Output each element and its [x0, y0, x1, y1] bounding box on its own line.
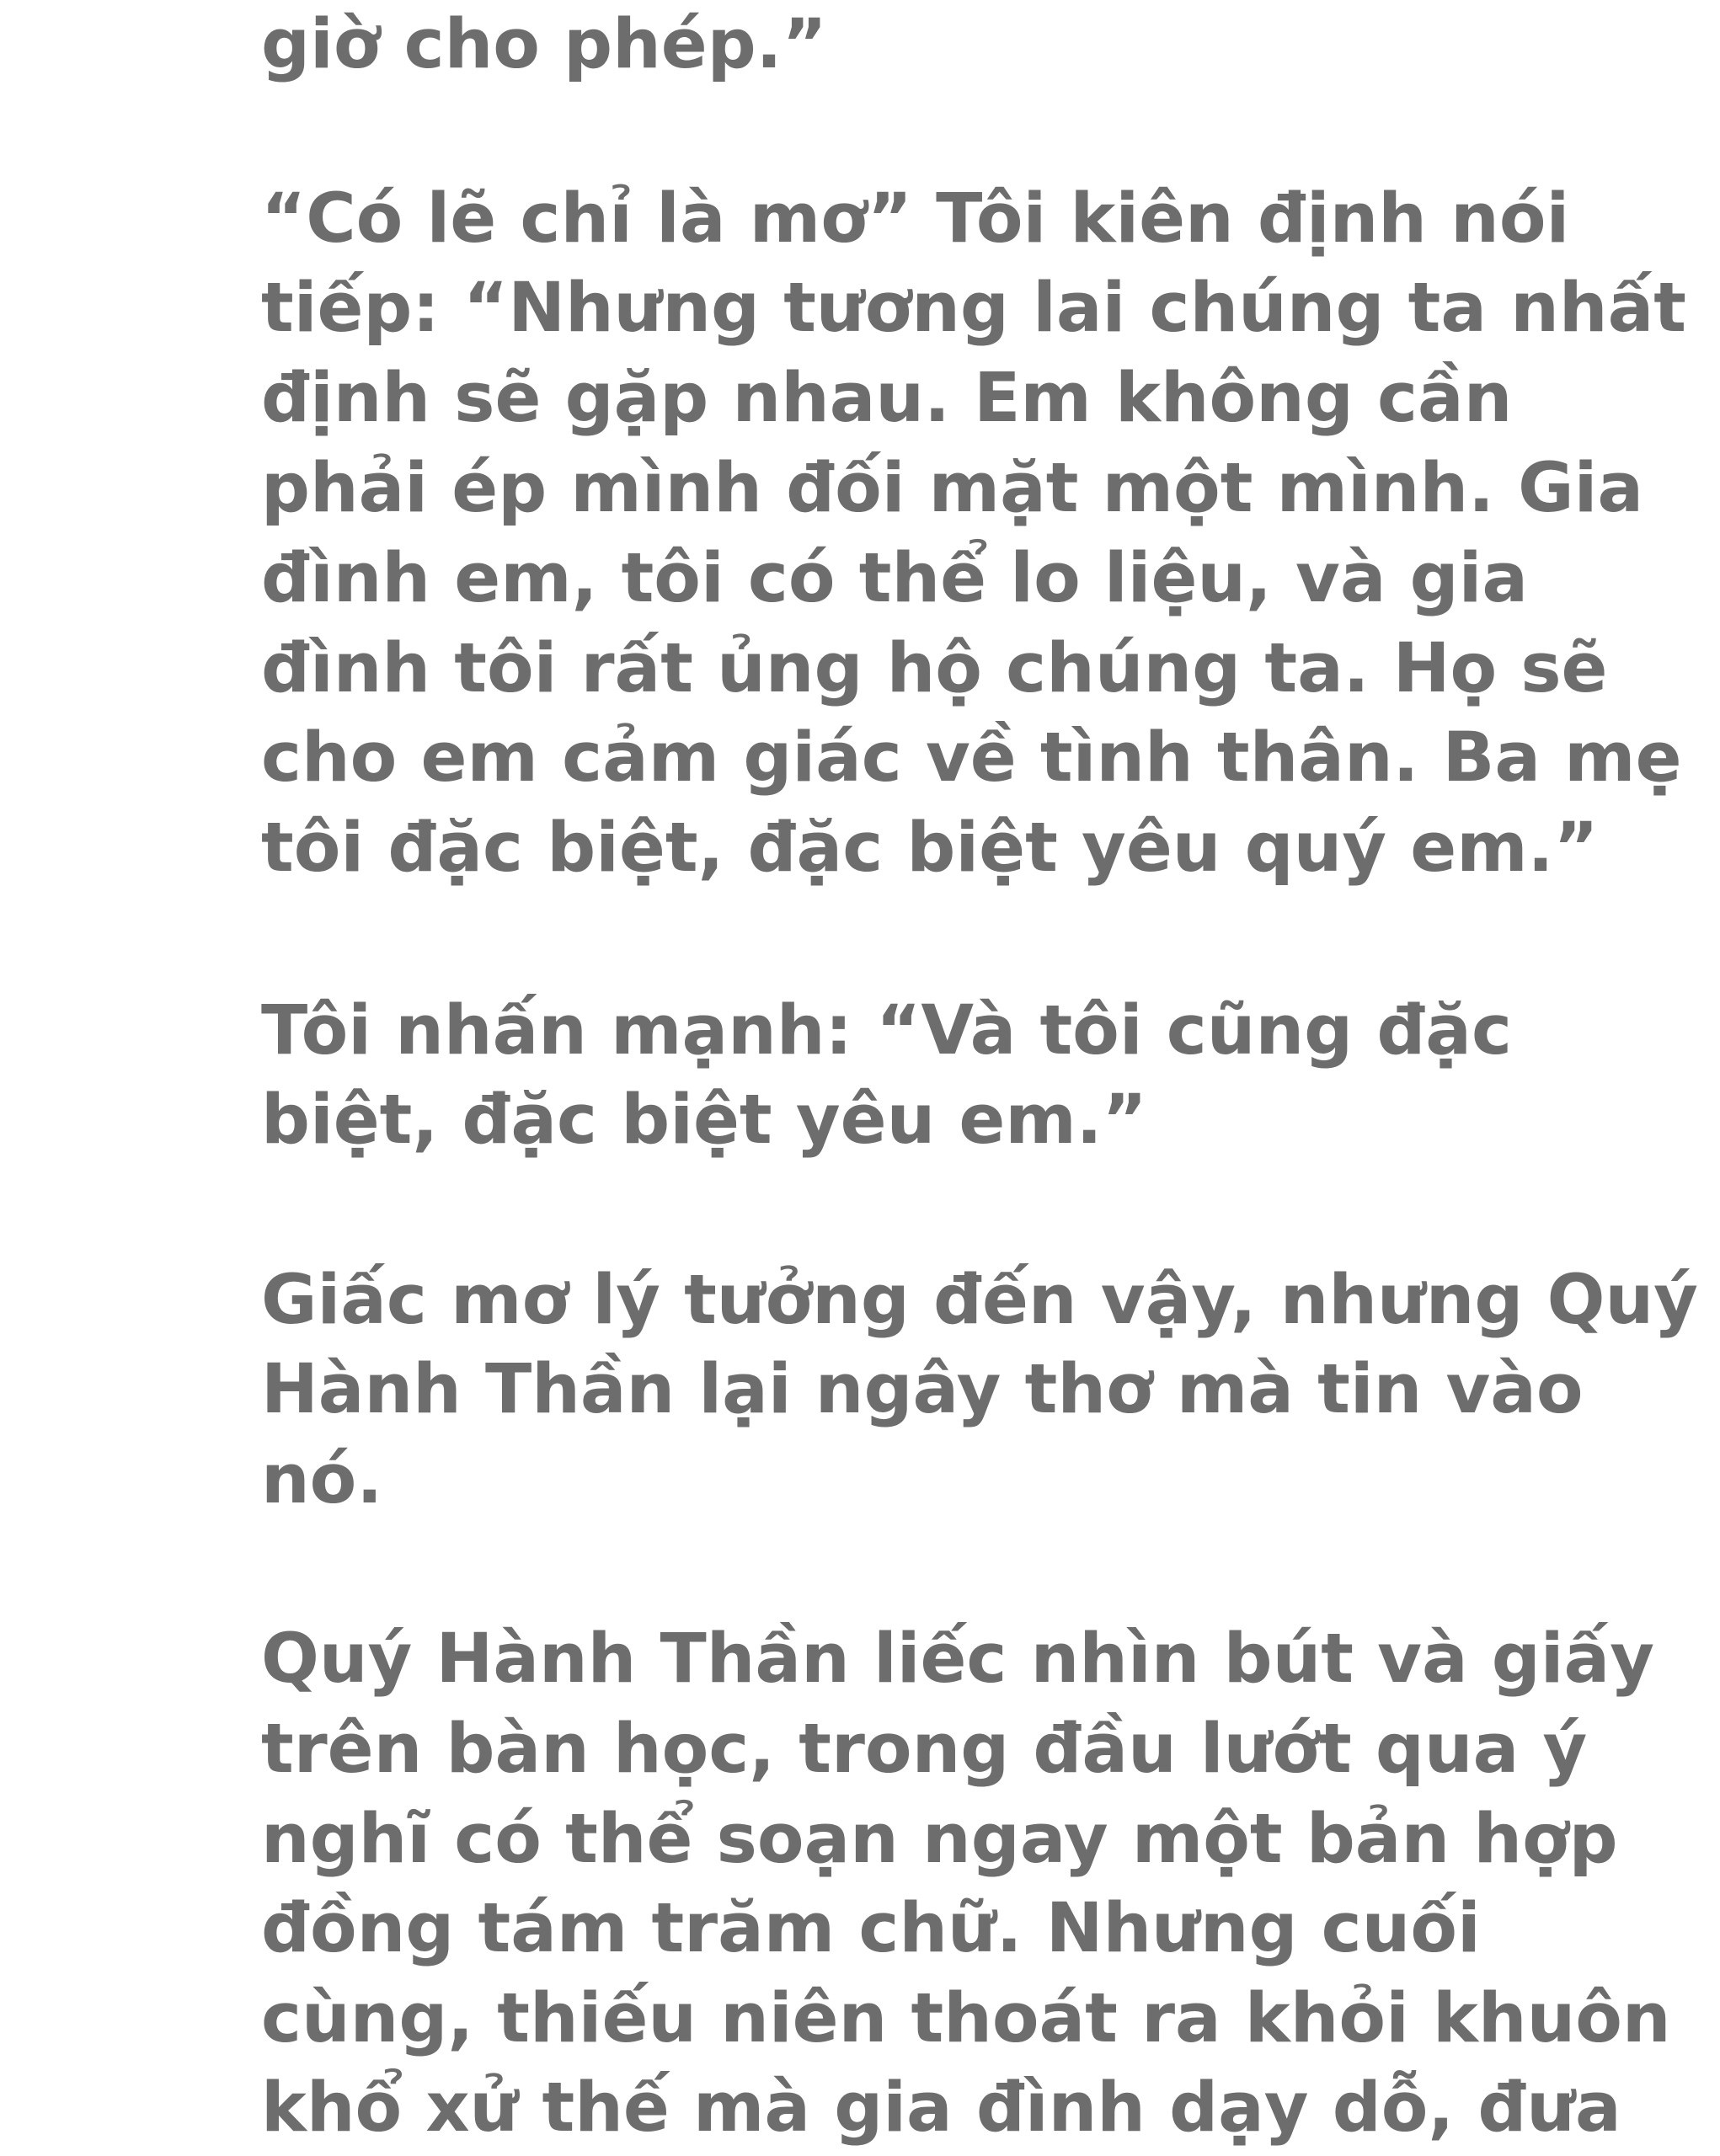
text-line: đình tôi rất ủng hộ chúng ta. Họ sẽ: [261, 629, 1608, 708]
text-line: định sẽ gặp nhau. Em không cần: [261, 359, 1513, 438]
text-line: biệt, đặc biệt yêu em.”: [261, 1081, 1147, 1160]
text-line: Quý Hành Thần liếc nhìn bút và giấy: [261, 1620, 1655, 1699]
text-line: nó.: [261, 1440, 383, 1519]
text-line: tôi đặc biệt, đặc biệt yêu quý em.”: [261, 808, 1599, 888]
text-line: phải ép mình đối mặt một mình. Gia: [261, 449, 1644, 528]
text-line: cho em cảm giác về tình thân. Ba mẹ: [261, 718, 1682, 798]
text-line: Tôi nhấn mạnh: “Và tôi cũng đặc: [261, 991, 1512, 1070]
text-line: cùng, thiếu niên thoát ra khỏi khuôn: [261, 1979, 1671, 2058]
text-line: nghĩ có thể soạn ngay một bản hợp: [261, 1800, 1618, 1879]
text-line: đồng tám trăm chữ. Nhưng cuối: [261, 1889, 1481, 1968]
text-line: tiếp: “Nhưng tương lai chúng ta nhất: [261, 269, 1686, 348]
text-line: giờ cho phép.”: [261, 5, 827, 84]
text-line: “Có lẽ chỉ là mơ” Tôi kiên định nói: [261, 179, 1570, 259]
text-line: khổ xử thế mà gia đình dạy dỗ, đưa: [261, 2068, 1621, 2148]
text-line: Giấc mơ lý tưởng đến vậy, nhưng Quý: [261, 1261, 1698, 1340]
text-line: Hành Thần lại ngây thơ mà tin vào: [261, 1350, 1584, 1429]
text-line: trên bàn học, trong đầu lướt qua ý: [261, 1710, 1588, 1789]
text-line: đình em, tôi có thể lo liệu, và gia: [261, 539, 1529, 618]
